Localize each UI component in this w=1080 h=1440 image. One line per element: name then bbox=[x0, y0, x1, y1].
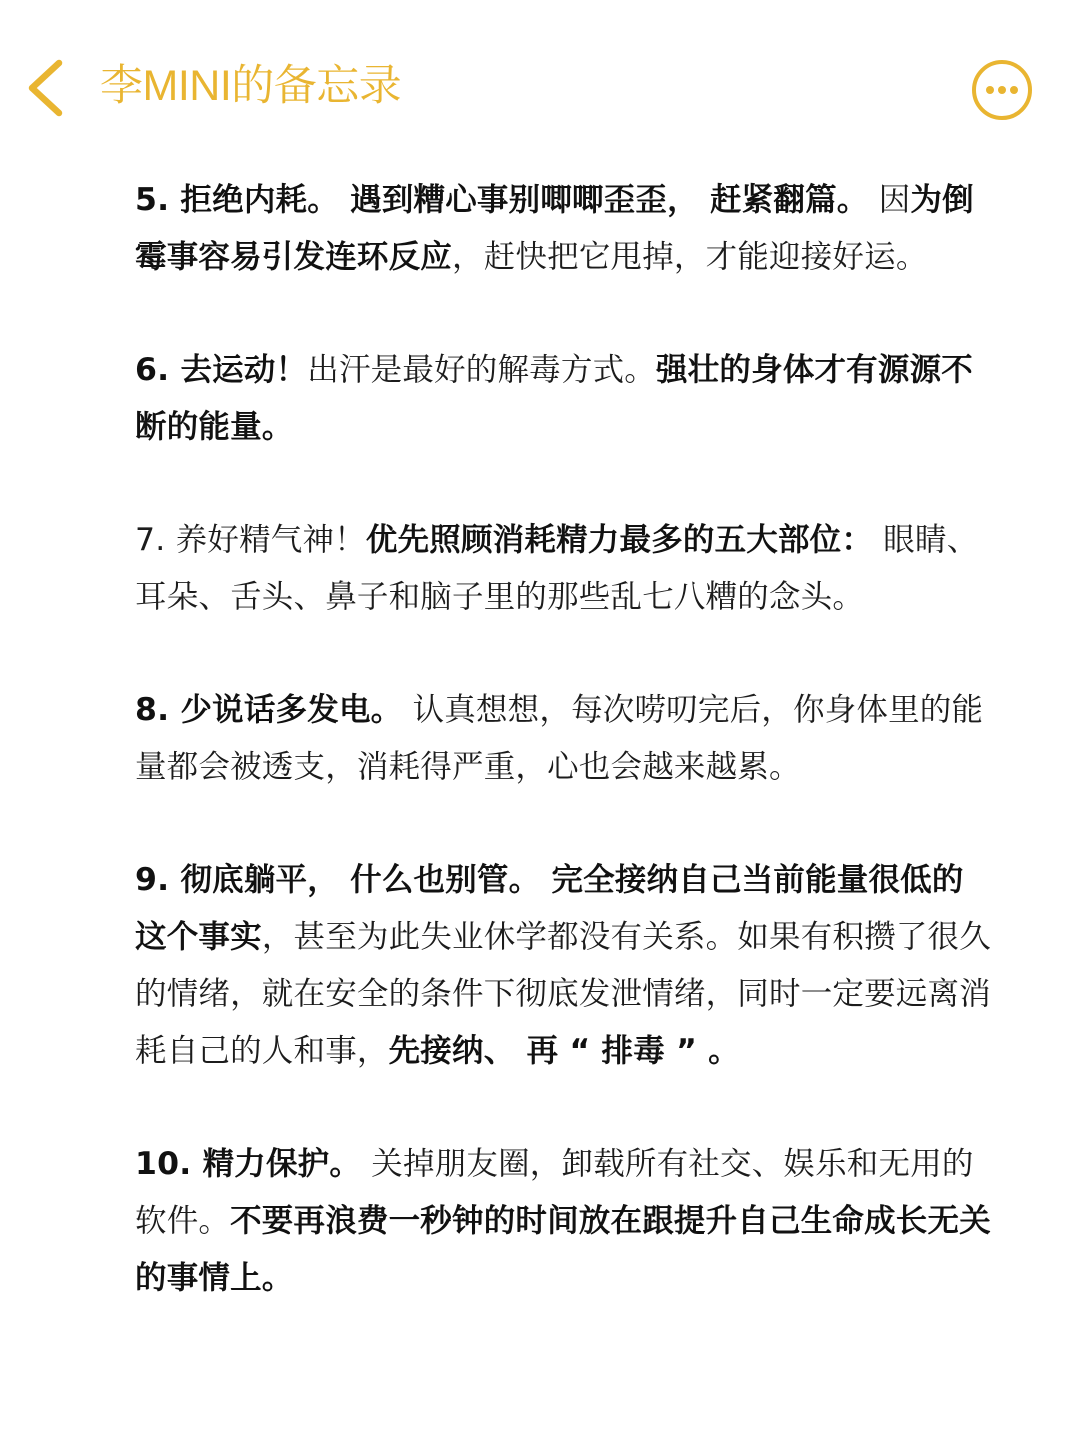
item-text: ，甚至为此失业休学都没有关系。如果有积攒了很久的情绪，就在安全的条件下彻底发泄情绪，同时一定要远离消耗自己的人和事， bbox=[135, 919, 991, 1069]
page-title: 李MINI的备忘录 bbox=[100, 62, 402, 110]
item-text: ，赶快把它甩掉，才能迎接好运。 bbox=[452, 239, 928, 275]
item-text-bold: 优先照顾消耗精力最多的五大部位： bbox=[365, 522, 874, 558]
item-text-bold: 9. 彻底躺平， 什么也别管。 完全接纳自己当前能量很低的这个事实 bbox=[135, 862, 964, 955]
item-text: 认真想想，每次唠叨完后，你身体里的能量都会被透支，消耗得严重，心也会越来越累。 bbox=[135, 692, 984, 785]
list-item bbox=[135, 172, 995, 286]
memo-content bbox=[135, 172, 995, 1363]
more-button[interactable] bbox=[969, 57, 1035, 123]
item-text-bold: 6. 去运动！ bbox=[135, 352, 308, 388]
item-text-bold: 8. 少说话多发电。 bbox=[135, 692, 403, 728]
list-item bbox=[135, 512, 995, 626]
item-text-bold: 5. 拒绝内耗。 遇到糟心事别唧唧歪歪， 赶紧翻篇。 bbox=[135, 182, 869, 218]
top-bar bbox=[0, 0, 1080, 170]
list-item bbox=[135, 852, 995, 1080]
item-text-bold: 先接纳、 再 “ 排毒 ” 。 bbox=[388, 1033, 740, 1069]
item-text: 出汗是最好的解毒方式。 bbox=[307, 352, 656, 388]
item-text: 关掉朋友圈，卸载所有社交、娱乐和无用的软件。 bbox=[135, 1146, 974, 1239]
list-item bbox=[135, 682, 995, 796]
list-item bbox=[135, 342, 995, 456]
item-text-bold: 强壮的身体才有源源不断的能量。 bbox=[135, 352, 973, 445]
item-text-bold: 10. 精力保护。 bbox=[135, 1146, 362, 1182]
item-text-bold: 为倒霉事容易引发连环反应 bbox=[135, 182, 974, 275]
item-text-bold: 不要再浪费一秒钟的时间放在跟提升自己生命成长无关的事情上。 bbox=[135, 1203, 991, 1296]
chevron-left-icon[interactable] bbox=[14, 52, 74, 122]
item-text: 眼睛、耳朵、舌头、鼻子和脑子里的那些乱七八糟的念头。 bbox=[135, 522, 979, 615]
item-text: 7. 养好精气神！ bbox=[135, 522, 366, 558]
more-horizontal-icon[interactable] bbox=[969, 57, 1035, 123]
list-item bbox=[135, 1136, 995, 1307]
item-text: 因 bbox=[868, 182, 911, 218]
back-button[interactable] bbox=[14, 52, 74, 122]
